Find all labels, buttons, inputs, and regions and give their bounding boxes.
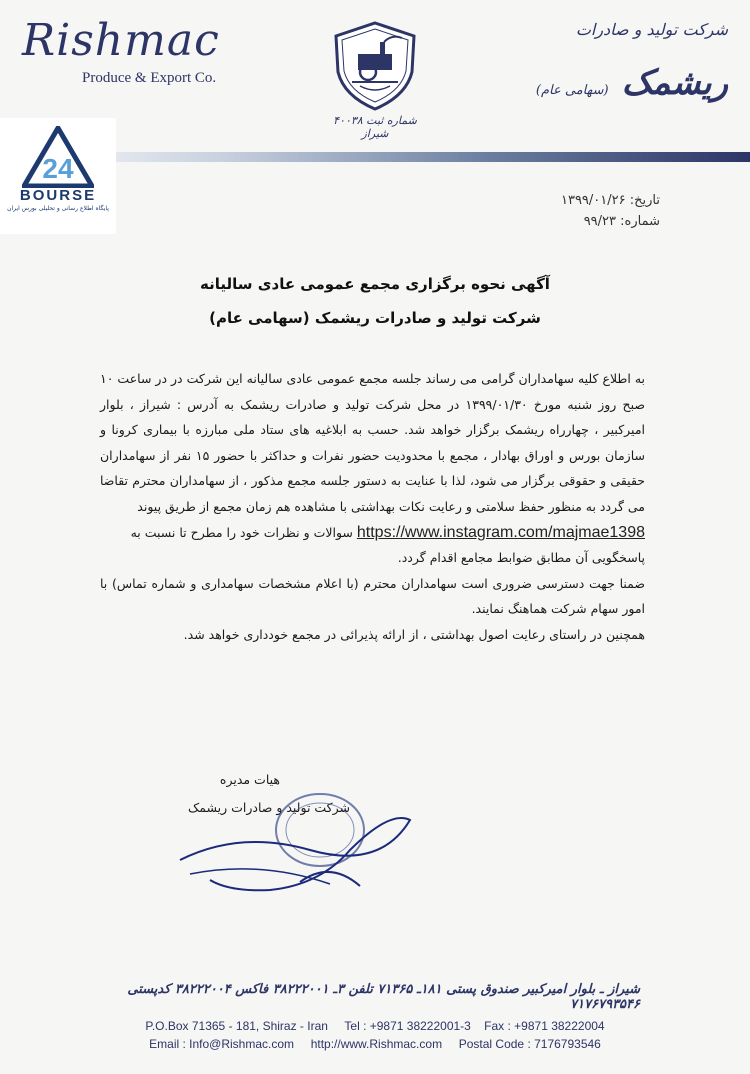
body-paragraph-2: ضمنا جهت دسترسی ضروری است سهامداران محترم (با اعلام مشخصات سهامداری و شماره تماس) با امور سهام شرکت هماهنگ نمایند. [100,575,645,617]
signature-stamp-icon [150,790,430,900]
brand-fa-type: (سهامی عام) [535,83,609,98]
signature-company: شرکت تولید و صادرات ریشمک [188,800,350,815]
brand-fa-top: شرکت تولید و صادرات [575,20,728,39]
footer-address-persian: شیراز ـ بلوار امیرکبیر صندوق پستی ۱۸۱ـ ۷۱۳۶۵ تلفن ۳ـ ۳۸۲۲۲۰۰۱ فاکس ۳۸۲۲۲۰۰۴ کدپستی ۷۱۷۶۷۹۳۵۴۶ [127,982,640,1012]
body-paragraph-1: به اطلاع کلیه سهامداران گرامی می رساند جلسه مجمع عمومی عادی سالیانه این شرکت در در ساعت ۱۰ صبح روز شنبه مورخ ۱۳۹۹/۰۱/۳۰ در محل شرکت تولید و صادرات ریشمک به آدرس : شیراز ، بلوار امیرکبیر ، چهارراه ریشمک برگزار خواهد شد. حسب به ابلاغیه های ستاد ملی مبارزه با بیماری کرونا و سازمان بورس و اوراق بهادار ، مجمع با محدودیت حضور نفرات و حداکثر با حضور ۱۵ نفر از سهامداران حقیقی و حقوقی برگزار می شود، لذا با عنایت به دستور جلسه مجمع مذکور ، از سهامداران محترم تقاضا می گردد به منظور حفظ سلامتی و رعایت نکات بهداشتی با مشاهده هم زمان مجمع از طریق پیوند [100,371,646,514]
board-label: هیات مدیره [219,772,280,787]
body-paragraph-3: همچنین در راستای رعایت اصول بهداشتی ، از ارائه پذیرائی در مجمع خودداری خواهد شد. [183,626,645,642]
registration-number: شماره ثبت ۴۰۰۳۸ شیراز [333,114,417,140]
notice-subtitle: شرکت تولید و صادرات ریشمک (سهامی عام) [209,309,541,327]
brand-persian [488,20,728,103]
letter-meta [561,190,660,232]
footer-contact-line-1: P.O.Box 71365 - 181, Shiraz - Iran Tel : +9871 38222001-3 Fax : +9871 38222004 [145,1019,605,1033]
bourse-tagline: پایگاه اطلاع رسانی و تحلیلی بورس ایران [7,205,109,212]
bourse24-logo-number: 24 [42,153,74,184]
body-link-line [100,520,645,571]
notice-body [100,366,645,648]
brand-fa-name: ریشمک [621,63,728,103]
bourse-word: BOURSE [19,187,97,204]
brand-english [22,16,252,87]
brand-en-subtitle: Produce & Export Co. [82,70,217,86]
letter-date: تاریخ: ۱۳۹۹/۰۱/۲۶ [560,193,660,208]
footer-contact-line-2: Email : Info@Rishmac.com http://www.Rishmac.com Postal Code : 7176793546 [149,1037,601,1051]
brand-en-name: Rishmac [22,15,220,66]
bourse24-logo-icon [22,126,94,188]
body-paragraph-1-end: سوالات و نظرات خود را مطرح تا نسبت به پاسخگویی آن مطابق ضوابط مجامع اقدام گردد. [130,524,645,566]
instagram-link[interactable]: https://www.instagram.com/majmae1398 [356,523,645,541]
company-emblem [320,20,430,140]
notice-title: آگهی نحوه برگزاری مجمع عمومی عادی سالیانه [200,275,550,293]
factory-shield-icon [332,20,418,112]
letter-number: شماره: ۹۹/۲۳ [583,214,660,229]
bourse24-badge [0,118,116,234]
